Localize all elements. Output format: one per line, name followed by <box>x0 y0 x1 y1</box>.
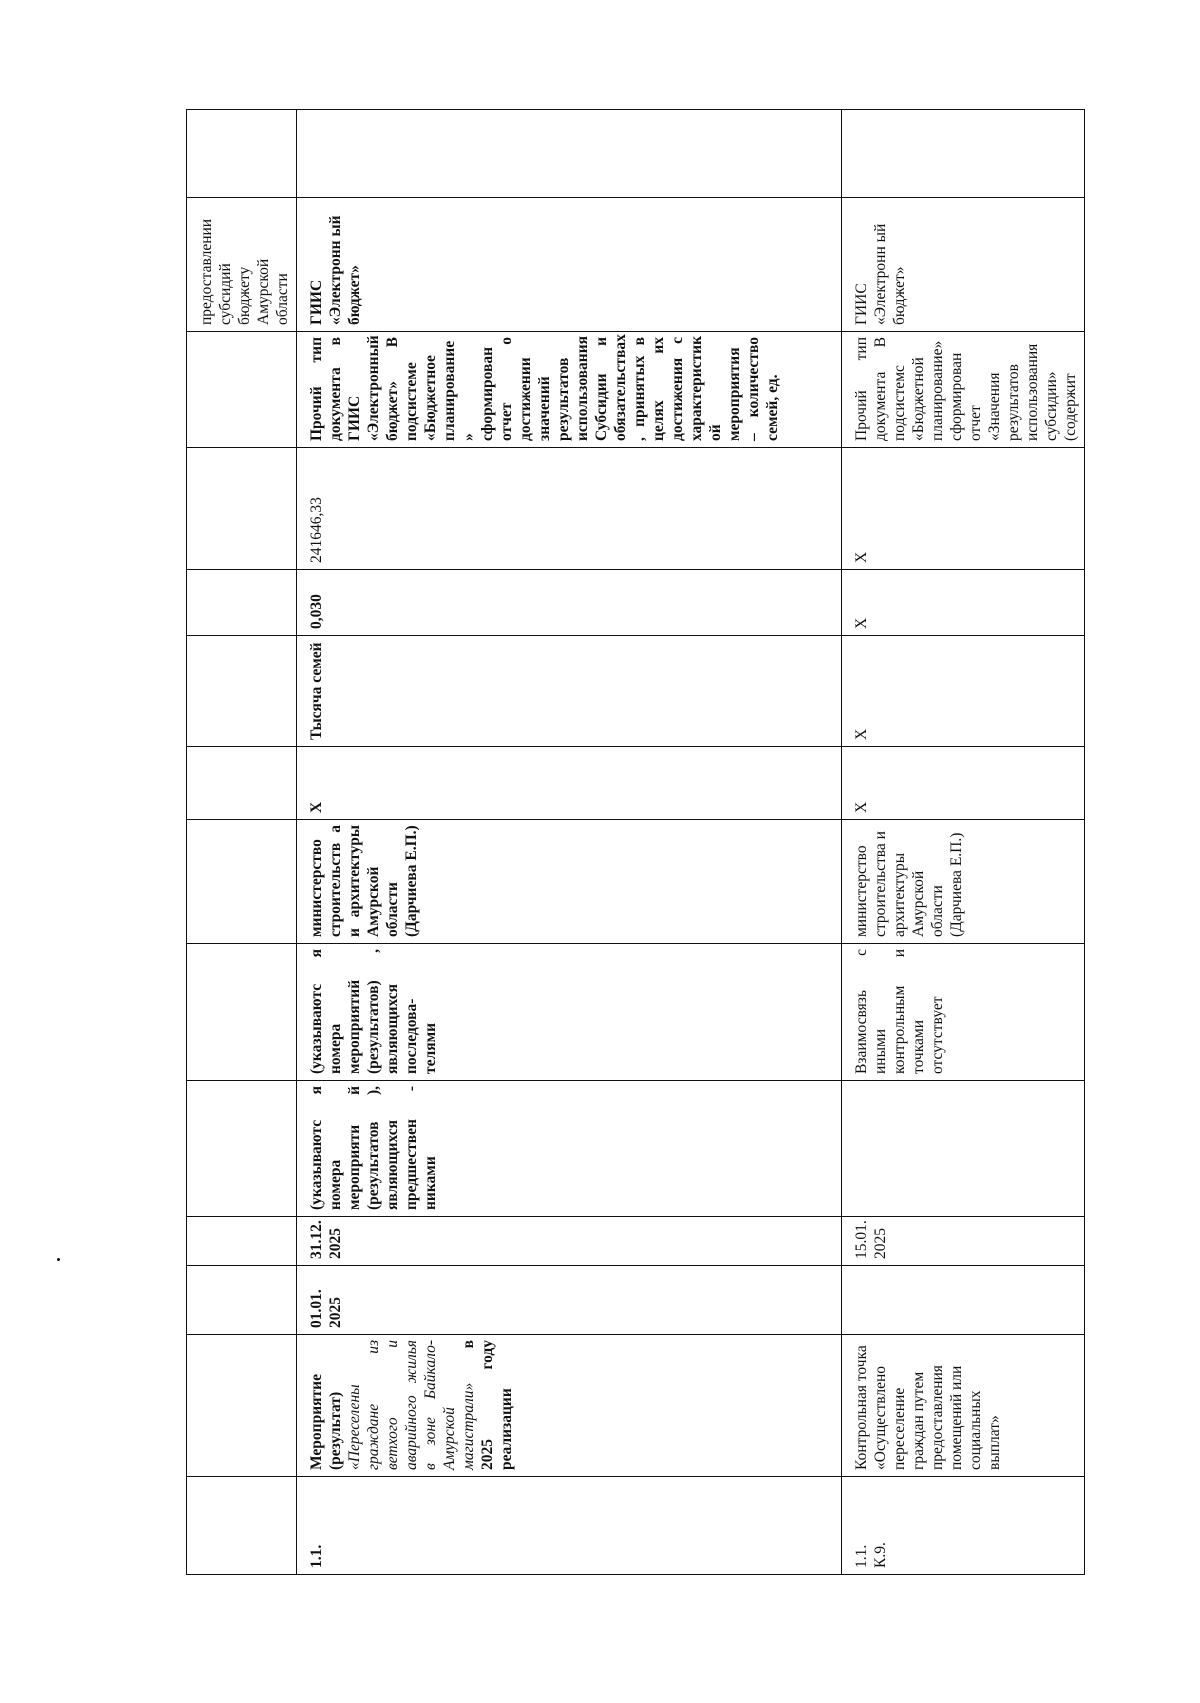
start-date: 01.01. 2025 <box>297 1266 842 1335</box>
empty-cell <box>187 1266 297 1335</box>
empty-cell <box>187 110 297 198</box>
unit: Тысяча семей <box>297 636 842 747</box>
empty-cell <box>297 110 842 198</box>
empty-cell <box>187 1081 297 1217</box>
empty-cell <box>842 110 1085 198</box>
responsible: министерство строительства и архитектуры Амурской области (Дарчиева Е.П.) <box>842 820 1085 944</box>
mark-cell: X <box>842 747 1085 820</box>
activity-suffix: в 2025 году реализации <box>460 1340 515 1470</box>
activity-title: «Переселены граждане из ветхого и аварийного жилья в зоне Байкало-Амурской магистрали» <box>346 1340 477 1470</box>
document-cell-continued: предоставлении субсидий бюджету Амурской области <box>187 198 297 332</box>
empty-cell <box>187 1477 297 1575</box>
scan-speck <box>57 1258 60 1261</box>
table-row-1-1 <box>297 110 842 1575</box>
unit: X <box>842 636 1085 747</box>
predecessors <box>842 1081 1085 1217</box>
table-row-1-1-k9 <box>842 110 1085 1575</box>
responsible: министерство строительств а и архитектуры Амурской области (Дарчиева Е.П.) <box>297 820 842 944</box>
amount: 241646,33 <box>297 448 842 570</box>
empty-cell <box>187 747 297 820</box>
information-system: ГИИС «Электронн ый бюджет» <box>842 198 1085 332</box>
empty-cell <box>187 332 297 448</box>
successors: (указываютс я номера мероприятий (результатов) , являющихся последова-телями <box>297 944 842 1081</box>
empty-cell <box>187 448 297 570</box>
value: X <box>842 570 1085 636</box>
mark-cell: X <box>297 747 842 820</box>
plan-table <box>186 109 1085 1575</box>
checkpoint-name: Контрольная точка «Осуществлено переселение граждан путем предоставления помещений или социальных выплат» <box>842 1335 1085 1477</box>
empty-cell <box>187 570 297 636</box>
predecessors: (указываютс я номера мероприяти й (результатов ), являющихся предшествен - никами <box>297 1081 842 1217</box>
amount: X <box>842 448 1085 570</box>
header-continuation-row <box>187 110 297 1575</box>
end-date: 15.01. 2025 <box>842 1217 1085 1266</box>
successors: Взаимосвязь с иными контрольным и точками отсутствует <box>842 944 1085 1081</box>
information-system: ГИИС «Электронн ый бюджет» <box>297 198 842 332</box>
empty-cell <box>187 820 297 944</box>
document-type: Прочий тип документа в ГИИС «Электронный бюджет» В подсистеме «Бюджетное планирование » сформирован отчет о достижении значений результатов использования Субсидии и обязательствах , принятых в целях их достижения с характеристик ой мероприятия – количество семей, ед. <box>297 332 842 448</box>
empty-cell <box>187 944 297 1081</box>
empty-cell <box>187 1335 297 1477</box>
empty-cell <box>187 636 297 747</box>
document-type: Прочий тип документа В подсистемс «Бюджетной планирование» сформирован отчет «Значения результатов использования субсидии» (содержит <box>842 332 1085 448</box>
activity-name <box>297 1335 842 1477</box>
empty-cell <box>187 1217 297 1266</box>
end-date: 31.12. 2025 <box>297 1217 842 1266</box>
start-date <box>842 1266 1085 1335</box>
row-number: 1.1. К.9. <box>842 1477 1085 1575</box>
activity-prefix: Мероприятие (результат) <box>308 1374 344 1470</box>
row-number: 1.1. <box>297 1477 842 1575</box>
value: 0,030 <box>297 570 842 636</box>
